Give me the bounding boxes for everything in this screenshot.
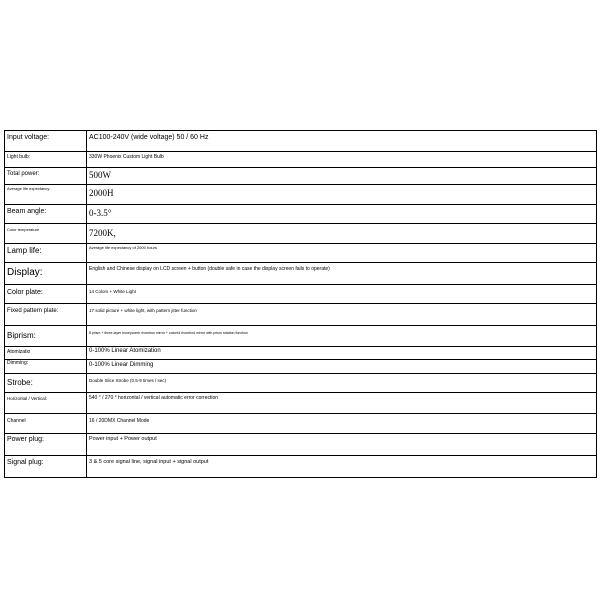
spec-label: Channel <box>5 414 87 434</box>
spec-label: Atomizatio <box>5 347 87 360</box>
spec-label: Power plug: <box>5 434 87 456</box>
spec-row-power-plug <box>5 434 597 456</box>
spec-value: 7200K, <box>87 224 597 244</box>
spec-label: Signal plug: <box>5 456 87 478</box>
spec-value: 8 prism + three-layer honeycomb rhombus mirror + colorful rhombod mirror with prism rotation function <box>87 326 597 347</box>
spec-value: 2000H <box>87 185 597 205</box>
spec-value: 0-100% Linear Atomization <box>87 347 597 360</box>
spec-value: 16 / 20DMX Channel Mode <box>87 414 597 434</box>
spec-label <box>5 224 87 244</box>
spec-label: Horizontal / Vertical: <box>5 393 87 414</box>
spec-value: Power input + Power output <box>87 434 597 456</box>
spec-row-atomization <box>5 347 597 360</box>
spec-label <box>5 185 87 205</box>
spec-value: 0-100% Linear Dimming <box>87 360 597 374</box>
spec-label: Input voltage: <box>5 131 87 152</box>
spec-label-text: Color temperature <box>7 227 40 232</box>
spec-value: Double Slice Strobe (0.5-9 times / sec) <box>87 374 597 393</box>
spec-label: Display: <box>5 263 87 285</box>
spec-value: 500W <box>87 168 597 185</box>
spec-row-input-voltage <box>5 131 597 152</box>
spec-row-color-temperature <box>5 224 597 244</box>
spec-row-color-plate <box>5 285 597 304</box>
spec-row-fixed-pattern-plate <box>5 304 597 326</box>
spec-label: Biprism: <box>5 326 87 347</box>
spec-label: Beam angle: <box>5 205 87 224</box>
spec-row-total-power <box>5 168 597 185</box>
spec-row-horizontal-vertical <box>5 393 597 414</box>
spec-row-light-bulb <box>5 152 597 168</box>
spec-label: Lamp life: <box>5 244 87 263</box>
spec-label: Light bulb: <box>5 152 87 168</box>
spec-row-lamp-life <box>5 244 597 263</box>
spec-label-text: Average life expectancy: <box>7 186 51 191</box>
specification-table <box>4 130 597 478</box>
spec-row-beam-angle <box>5 205 597 224</box>
spec-row-channel <box>5 414 597 434</box>
spec-value: 540 ° / 270 ° horizontal / vertical automatic error correction <box>87 393 597 414</box>
spec-value: 14 Colors + White Light <box>87 285 597 304</box>
spec-value: Average life expectancy of 2000 hours <box>87 244 597 263</box>
spec-value: 330W Phoenix Custom Light Bulb <box>87 152 597 168</box>
spec-label: Total power: <box>5 168 87 185</box>
spec-row-average-life <box>5 185 597 205</box>
spec-value: 17 solid picture + white light, with pattern jitter function <box>87 304 597 326</box>
spec-value: AC100-240V (wide voltage) 50 / 60 Hz <box>87 131 597 152</box>
spec-row-signal-plug <box>5 456 597 478</box>
spec-row-display <box>5 263 597 285</box>
spec-label: Fixed pattern plate: <box>5 304 87 326</box>
spec-row-biprism <box>5 326 597 347</box>
spec-value: 0-3.5° <box>87 205 597 224</box>
spec-label: Dimming: <box>5 360 87 374</box>
spec-row-strobe <box>5 374 597 393</box>
spec-row-dimming <box>5 360 597 374</box>
spec-value: English and Chinese display on LCD screen + button (double safe in case the display screen fails to operate) <box>87 263 597 285</box>
spec-label: Strobe: <box>5 374 87 393</box>
spec-value: 3 & 5 core signal line, signal input + signal output <box>87 456 597 478</box>
spec-label: Color plate: <box>5 285 87 304</box>
